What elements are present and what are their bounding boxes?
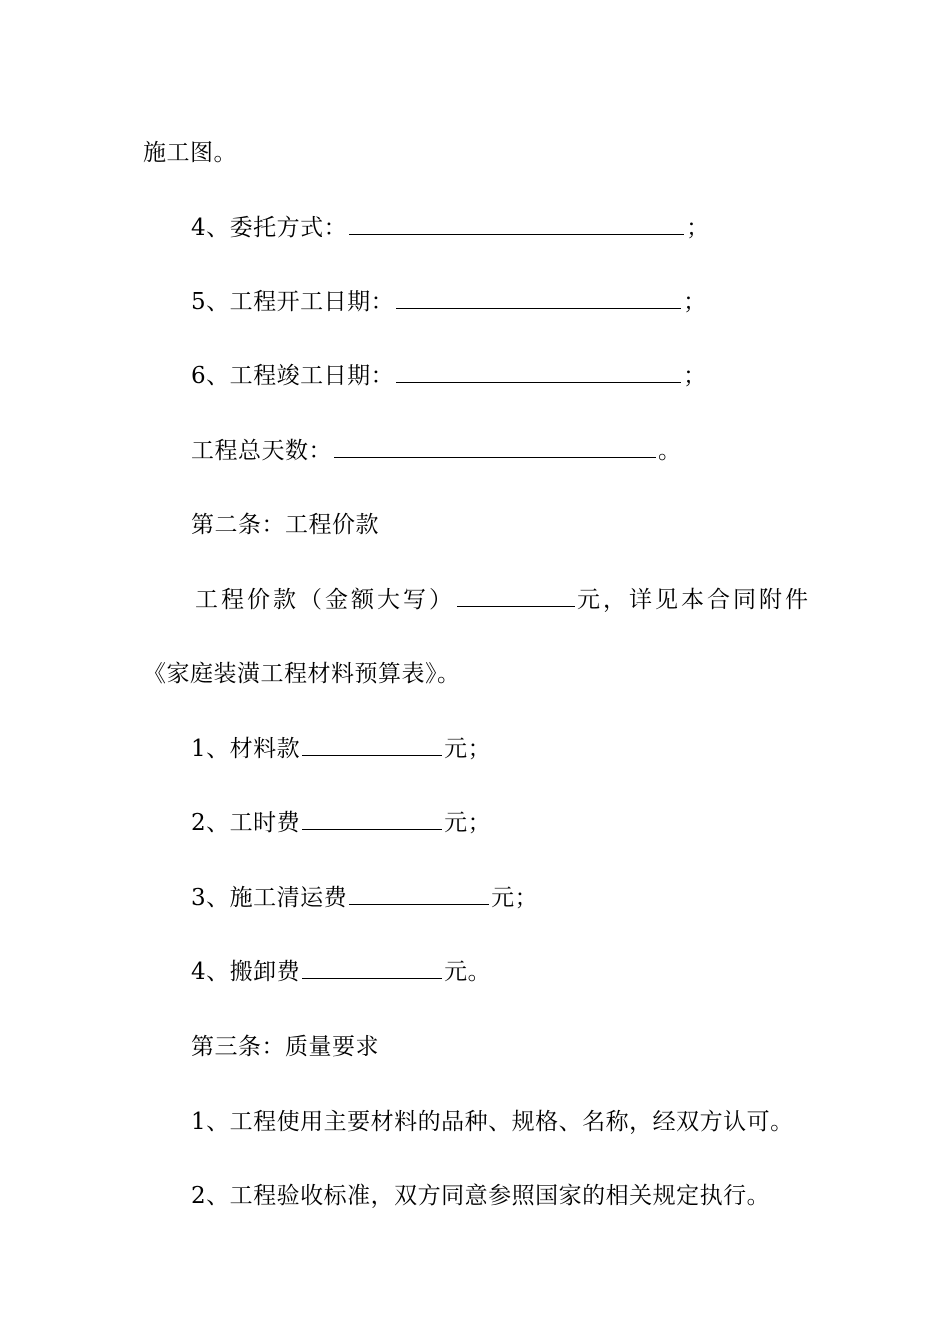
- fill-in-blank[interactable]: [396, 288, 681, 309]
- fill-in-blank[interactable]: [396, 362, 681, 383]
- fill-in-blank[interactable]: [349, 214, 684, 235]
- field-end: 元。: [444, 959, 492, 985]
- field-end: ；: [683, 289, 707, 315]
- field-line-start-date: [191, 287, 707, 317]
- field-line-total-days: [191, 436, 682, 466]
- fill-in-blank[interactable]: [302, 809, 442, 830]
- fill-in-blank[interactable]: [302, 735, 442, 756]
- text-line-materials-approval: [191, 1107, 794, 1137]
- field-label: 2、工时费: [191, 810, 301, 836]
- field-label: 5、工程开工日期：: [191, 289, 395, 315]
- field-label: 3、施工清运费: [191, 885, 348, 911]
- field-end: 元；: [491, 885, 539, 911]
- field-end: 元，详见本合同附件: [577, 587, 811, 613]
- field-line-labor-cost: [191, 808, 491, 838]
- field-line-entrust-method: [191, 213, 710, 243]
- line-text: 《家庭装潢工程材料预算表》。: [143, 661, 461, 687]
- field-label: 6、工程竣工日期：: [191, 363, 395, 389]
- field-end: 元；: [444, 736, 492, 762]
- fill-in-blank[interactable]: [302, 958, 442, 979]
- heading-text: 第二条：工程价款: [191, 512, 379, 538]
- text-line-construction-drawing: [143, 138, 237, 168]
- text-line-acceptance-standard: [191, 1181, 770, 1211]
- field-label: 1、材料款: [191, 736, 301, 762]
- line-text: 1、工程使用主要材料的品种、规格、名称，经双方认可。: [191, 1109, 794, 1135]
- field-end: 元；: [444, 810, 492, 836]
- field-line-contract-price: [195, 585, 811, 615]
- field-line-completion-date: [191, 361, 707, 391]
- field-end: ；: [686, 215, 710, 241]
- field-line-handling-cost: [191, 957, 491, 987]
- fill-in-blank[interactable]: [349, 884, 489, 905]
- line-text: 施工图。: [143, 140, 237, 166]
- field-label: 工程价款（金额大写）: [195, 587, 455, 613]
- section-heading-article-2: [191, 510, 379, 540]
- field-label: 工程总天数：: [191, 438, 332, 464]
- fill-in-blank[interactable]: [457, 586, 575, 607]
- heading-text: 第三条：质量要求: [191, 1034, 379, 1060]
- field-line-cleanup-cost: [191, 883, 538, 913]
- field-label: 4、委托方式：: [191, 215, 348, 241]
- section-heading-article-3: [191, 1032, 379, 1062]
- fill-in-blank[interactable]: [334, 437, 656, 458]
- field-line-material-cost: [191, 734, 491, 764]
- line-text: 2、工程验收标准，双方同意参照国家的相关规定执行。: [191, 1183, 771, 1209]
- text-line-budget-table: [143, 659, 461, 689]
- field-end: ；: [683, 363, 707, 389]
- field-end: 。: [658, 438, 682, 464]
- field-label: 4、搬卸费: [191, 959, 301, 985]
